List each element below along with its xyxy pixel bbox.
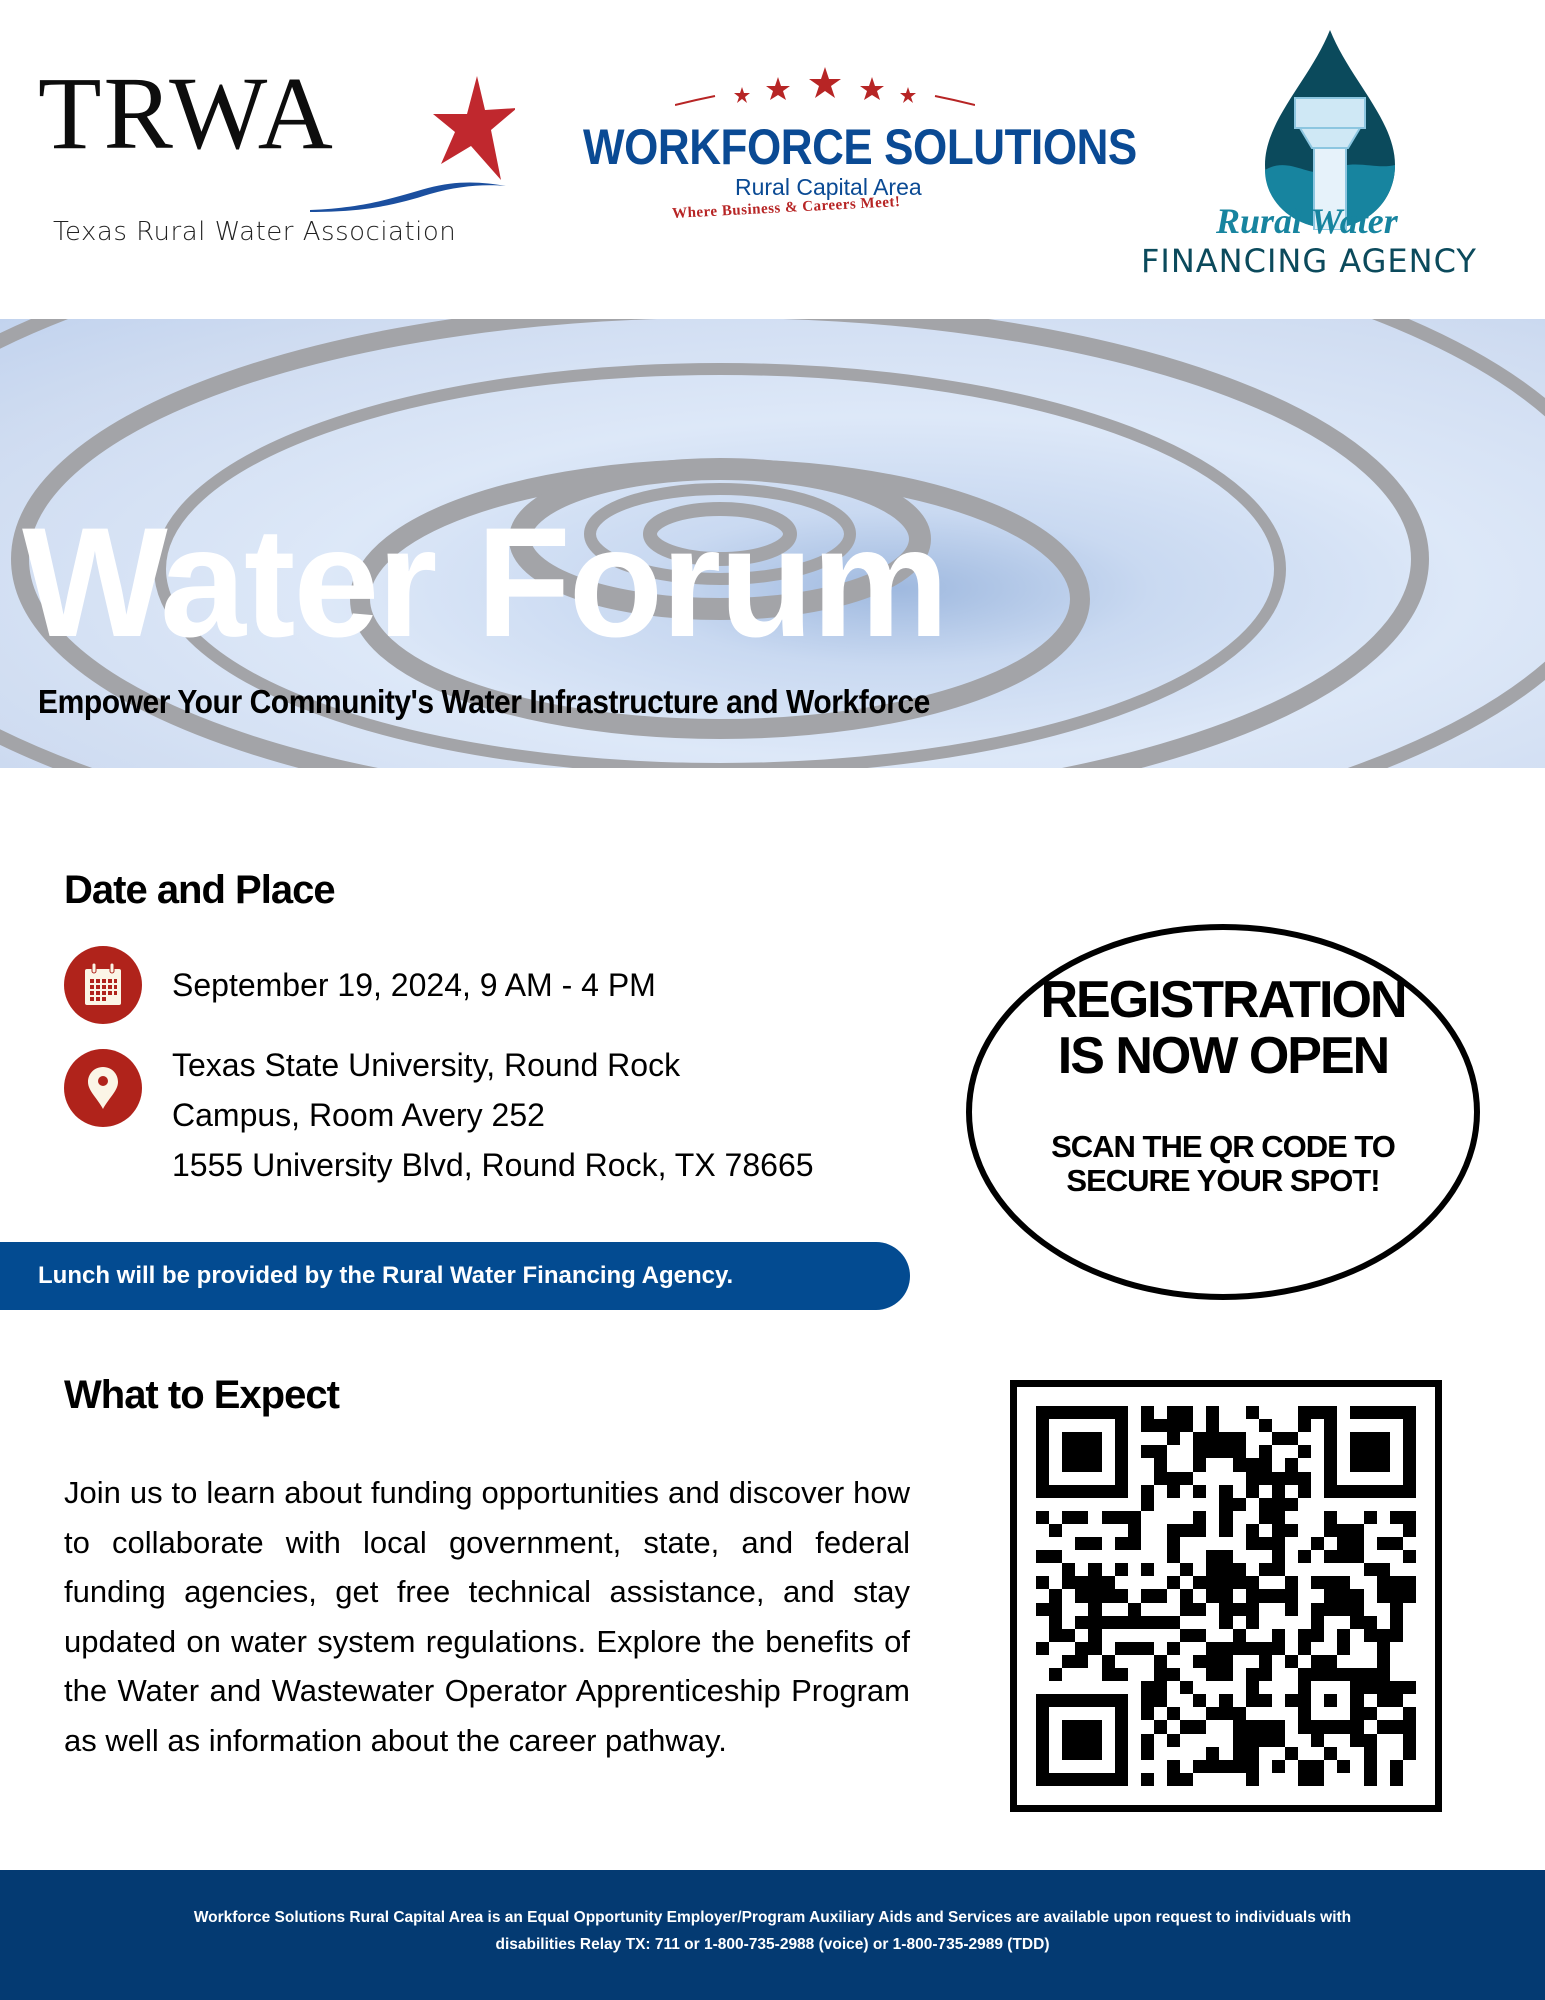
workforce-tagline: Where Business & Careers Meet!: [671, 194, 901, 222]
lunch-banner: Lunch will be provided by the Rural Water Financing Agency.: [0, 1242, 910, 1310]
registration-badge: [966, 924, 1480, 1300]
what-to-expect-body: Join us to learn about funding opportunities and discover how to collaborate with local government, state, and federal funding agencies, get free technical assistance, and stay updated on water system regulations. Explore the benefits of the Water and Wastewater Operator Apprenticeship Program as well as information about the career pathway.: [64, 1475, 910, 1758]
footer-line-1: Workforce Solutions Rural Capital Area is an Equal Opportunity Employer/Program Auxiliary Aids and Services are available upon request to individuals with: [193, 1909, 1352, 1926]
registration-line-1: REGISTRATION: [1040, 971, 1406, 1029]
registration-qr-code[interactable]: [1010, 1380, 1442, 1812]
map-pin-icon: [64, 1049, 142, 1127]
footer: [0, 1870, 1545, 2000]
calendar-icon: [64, 946, 142, 1024]
rwfa-name: FINANCING AGENCY: [1141, 242, 1477, 280]
workforce-title: WORKFORCE SOLUTIONS: [583, 119, 1137, 175]
cta-line-1: SCAN THE QR CODE TO: [1051, 1129, 1395, 1164]
event-date: September 19, 2024, 9 AM - 4 PM: [172, 967, 656, 1003]
event-subtitle: Empower Your Community's Water Infrastructure and Workforce: [38, 683, 930, 720]
registration-line-2: IS NOW OPEN: [1057, 1027, 1389, 1085]
footer-line-2: disabilities Relay TX: 711 or 1-800-735-2988 (voice) or 1-800-735-2989 (TDD): [495, 1936, 1050, 1953]
trwa-wordmark: TRWA: [38, 56, 335, 171]
date-place-heading: Date and Place: [64, 868, 335, 912]
what-to-expect-heading: What to Expect: [64, 1373, 339, 1417]
event-location: [172, 1040, 814, 1190]
stars-icon: [675, 65, 975, 110]
event-title: Water Forum: [22, 496, 947, 670]
location-line-3: 1555 University Blvd, Round Rock, TX 78665: [172, 1147, 814, 1183]
trwa-full-name: Texas Rural Water Association: [53, 217, 457, 247]
location-line-1: Texas State University, Round Rock: [172, 1047, 681, 1083]
star-icon: [405, 72, 515, 182]
rwfa-logo: [1120, 20, 1545, 300]
workforce-subtitle: Rural Capital Area: [735, 174, 922, 200]
cta-line-2: SECURE YOUR SPOT!: [1066, 1163, 1380, 1198]
location-line-2: Campus, Room Avery 252: [172, 1097, 545, 1133]
registration-cta: [972, 1130, 1474, 1198]
footer-disclaimer: [60, 1904, 1485, 1958]
wave-icon: [308, 178, 508, 214]
registration-headline: [972, 972, 1474, 1084]
trwa-logo: [0, 0, 540, 280]
qr-code-modules: [1036, 1406, 1416, 1786]
rwfa-script: Rural Water: [1216, 201, 1398, 241]
